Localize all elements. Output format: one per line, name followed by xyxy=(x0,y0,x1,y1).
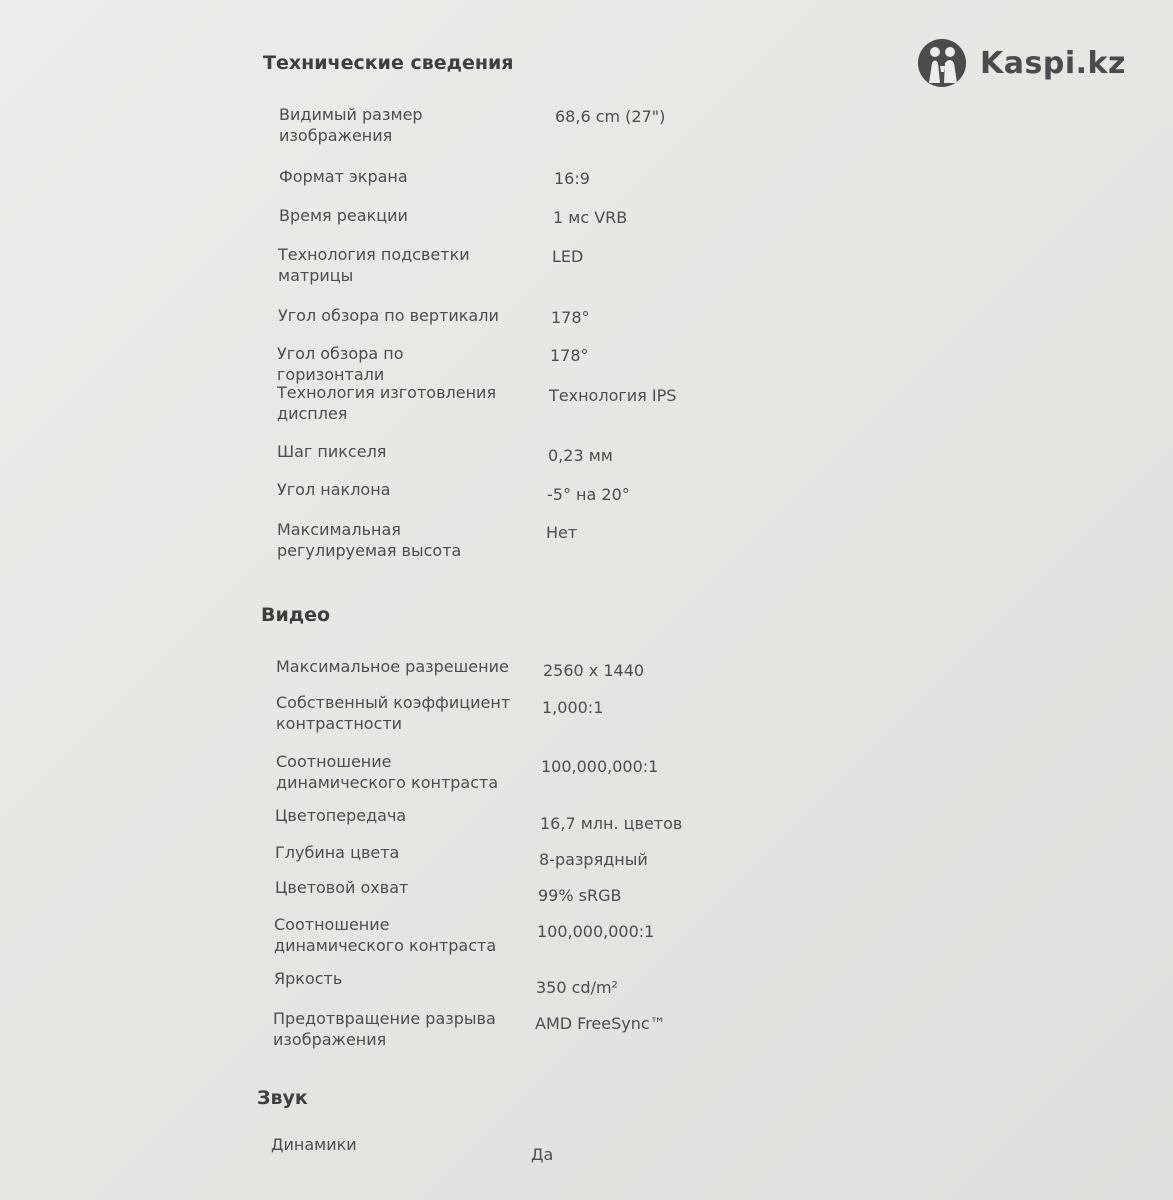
spec-value-native-contrast: 1,000:1 xyxy=(542,698,604,717)
section-title-tech: Технические сведения xyxy=(263,52,514,74)
spec-value-horizontal-angle: 178° xyxy=(550,346,589,365)
spec-value-brightness: 350 cd/m² xyxy=(536,978,618,997)
spec-value-tearing: AMD FreeSync™ xyxy=(535,1014,666,1033)
section-title-video: Видео xyxy=(261,604,331,626)
spec-label-color-support: Цветопередача xyxy=(275,806,407,825)
spec-label-color-gamut: Цветовой охват xyxy=(275,878,409,897)
spec-label-vertical-angle: Угол обзора по вертикали xyxy=(278,306,499,325)
spec-label-horizontal-angle: Угол обзора по горизонтали xyxy=(277,344,404,384)
spec-label-native-contrast: Собственный коэффициент контрастности xyxy=(276,693,511,733)
spec-label-panel-tech: Технология изготовления дисплея xyxy=(277,383,497,423)
spec-value-dynamic-contrast: 100,000,000:1 xyxy=(541,757,659,776)
section-title-audio: Звук xyxy=(257,1087,308,1109)
spec-label-aspect: Формат экрана xyxy=(279,167,408,186)
spec-label-dynamic-contrast: Соотношение динамического контраста xyxy=(276,752,499,792)
spec-label-color-depth: Глубина цвета xyxy=(275,843,400,862)
spec-label-brightness: Яркость xyxy=(274,969,343,988)
spec-label-max-resolution: Максимальное разрешение xyxy=(276,657,509,676)
spec-label-height-adjust: Максимальная регулируемая высота xyxy=(277,520,462,560)
kaspi-logo-icon xyxy=(918,39,966,87)
spec-label-backlight: Технология подсветки матрицы xyxy=(278,245,470,285)
spec-label-tearing: Предотвращение разрыва изображения xyxy=(273,1009,496,1049)
spec-value-dynamic-contrast-2: 100,000,000:1 xyxy=(537,922,655,941)
spec-value-pixel-pitch: 0,23 мм xyxy=(548,446,613,465)
spec-value-aspect: 16:9 xyxy=(554,169,590,188)
kaspi-brand-text: Kaspi.kz xyxy=(980,45,1126,81)
spec-value-speakers: Да xyxy=(531,1145,554,1164)
kaspi-watermark xyxy=(918,38,1126,88)
spec-value-visible-size: 68,6 cm (27") xyxy=(555,107,666,126)
spec-value-vertical-angle: 178° xyxy=(551,308,590,327)
spec-label-speakers: Динамики xyxy=(271,1135,357,1154)
spec-label-visible-size: Видимый размер изображения xyxy=(279,105,423,145)
spec-value-backlight: LED xyxy=(552,247,584,266)
spec-label-pixel-pitch: Шаг пикселя xyxy=(277,442,387,461)
spec-value-max-resolution: 2560 x 1440 xyxy=(543,661,645,680)
spec-label-tilt: Угол наклона xyxy=(277,480,391,499)
spec-value-height-adjust: Нет xyxy=(546,523,578,542)
spec-value-tilt: -5° на 20° xyxy=(547,485,630,504)
spec-value-response-time: 1 мс VRB xyxy=(553,208,628,227)
spec-value-color-gamut: 99% sRGB xyxy=(538,886,622,905)
spec-label-response-time: Время реакции xyxy=(279,206,408,225)
spec-value-color-depth: 8-разрядный xyxy=(539,850,648,869)
spec-value-color-support: 16,7 млн. цветов xyxy=(540,814,683,833)
spec-label-dynamic-contrast-2: Соотношение динамического контраста xyxy=(274,915,497,955)
spec-value-panel-tech: Технология IPS xyxy=(549,386,677,405)
